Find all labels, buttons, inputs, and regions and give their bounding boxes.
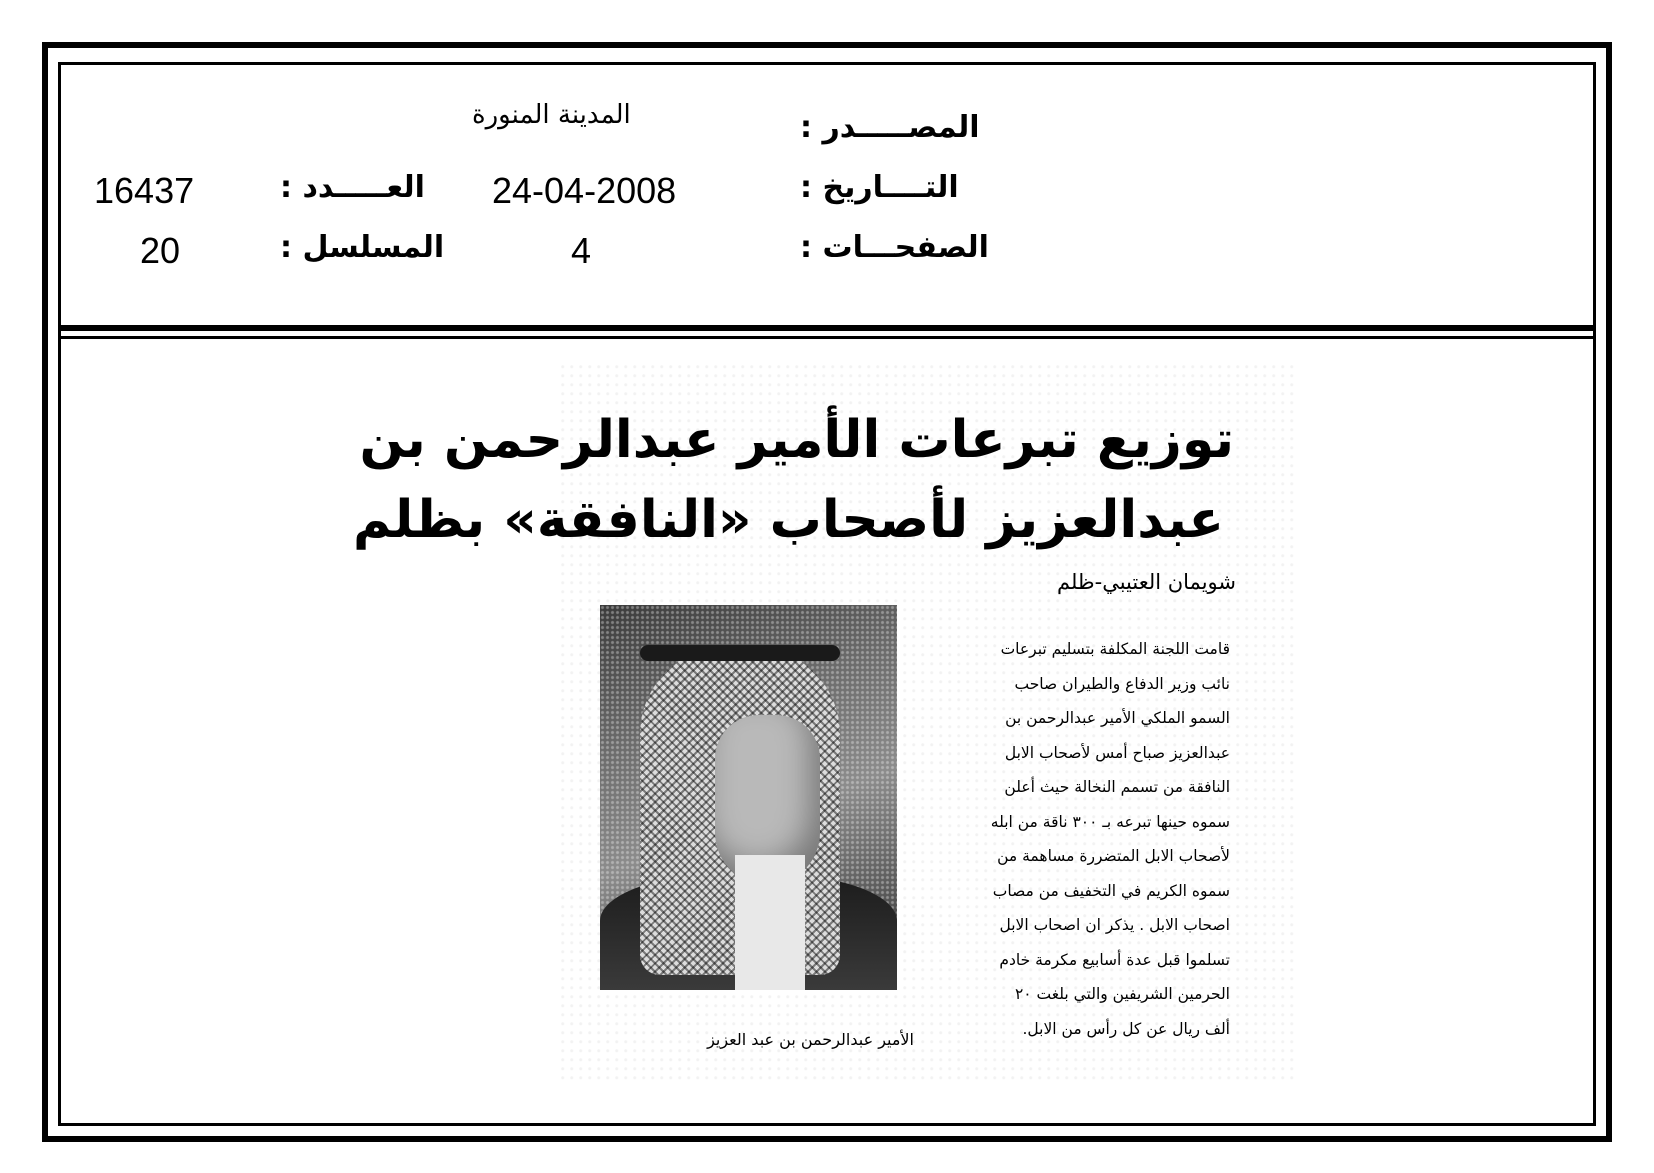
body-line: الحرمين الشريفين والتي بلغت ٢٠ xyxy=(1014,985,1230,1003)
body-line: اصحاب الابل . يذكر ان اصحاب الابل xyxy=(999,916,1230,934)
date-label: التــــاريخ : xyxy=(800,170,959,205)
article-body xyxy=(935,640,1230,1060)
headline-line-2: عبدالعزيز لأصحاب «النافقة» بظلم xyxy=(352,490,1224,550)
source-value: المدينة المنورة xyxy=(472,100,631,130)
prince-photo xyxy=(600,605,897,990)
body-line: نائب وزير الدفاع والطيران صاحب xyxy=(1014,674,1230,693)
body-line: سموه الكريم في التخفيف من مصاب xyxy=(992,881,1230,900)
body-line: سموه حينها تبرعه بـ ٣٠٠ ناقة من ابله xyxy=(990,812,1230,831)
pages-value: 4 xyxy=(571,230,592,271)
headline-line-1: توزيع تبرعات الأمير عبدالرحمن بن xyxy=(359,410,1234,470)
pages-label: الصفحـــات : xyxy=(800,230,989,265)
serial-value: 20 xyxy=(140,230,181,271)
photo-caption: الأمير عبدالرحمن بن عبد العزيز xyxy=(707,1030,914,1049)
serial-label: المسلسل : xyxy=(280,230,445,265)
body-line: النافقة من تسمم النخالة حيث أعلن xyxy=(1004,778,1230,796)
body-line: تسلموا قبل عدة أسابيع مكرمة خادم xyxy=(999,950,1230,969)
body-line: لأصحاب الابل المتضررة مساهمة من xyxy=(997,847,1230,865)
body-line: ألف ريال عن كل رأس من الابل. xyxy=(1022,1019,1230,1038)
body-line: عبدالعزيز صباح أمس لأصحاب الابل xyxy=(1004,743,1230,762)
issue-value: 16437 xyxy=(94,170,195,211)
header-divider xyxy=(58,325,1596,339)
body-line: قامت اللجنة المكلفة بتسليم تبرعات xyxy=(1000,640,1230,658)
source-label: المصـــــدر : xyxy=(800,110,980,145)
date-value: 24-04-2008 xyxy=(492,170,677,211)
body-line: السمو الملكي الأمير عبدالرحمن بن xyxy=(1005,709,1230,727)
issue-label: العـــــدد : xyxy=(280,170,425,205)
byline: شويمان العتيبي-ظلم xyxy=(1056,570,1236,594)
